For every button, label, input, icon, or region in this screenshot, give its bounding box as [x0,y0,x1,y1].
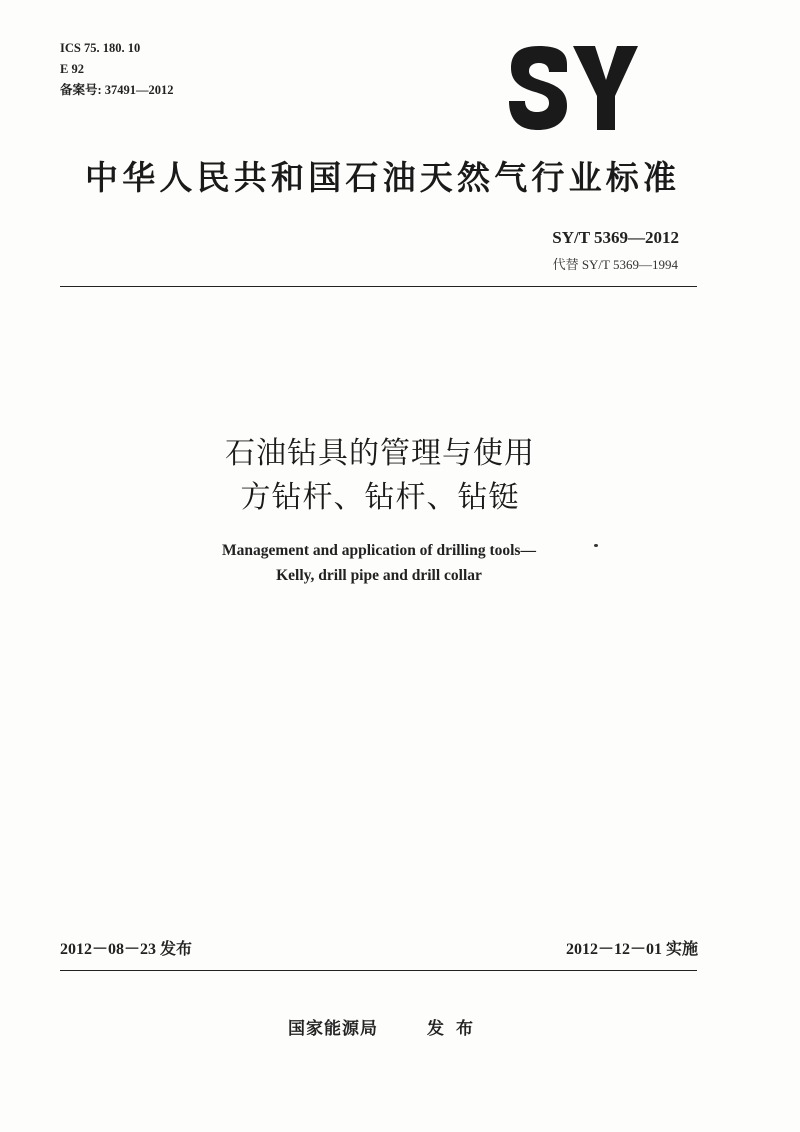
title-chinese-line2: 方钻杆、钻杆、钻铤 [240,480,520,515]
record-number: 备案号: 37491—2012 [60,83,174,97]
title-english-line1: Management and application of drilling tools— [222,542,536,559]
footer-divider [60,970,697,971]
sy-logo [503,40,638,136]
issue-date: 2012－08－23 发布 [60,941,193,958]
title-chinese-line1: 石油钻具的管理与使用 [225,436,535,471]
implementation-date: 2012－12－01 实施 [565,941,698,958]
title-english-line2: Kelly, drill pipe and drill collar [276,567,482,584]
ics-code: ICS 75. 180. 10 [60,41,141,55]
replaces-standard: 代替 SY/T 5369—1994 [552,257,678,272]
publisher-name: 国家能源局 [288,1019,378,1039]
header-divider [60,286,697,287]
standard-number: SY/T 5369—2012 [552,228,679,247]
publish-label: 发布 [427,1019,485,1039]
category-code: E 92 [60,62,84,76]
organization-title: 中华人民共和国石油天然气行业标准 [85,158,681,197]
classification-block [60,38,174,101]
scan-speck [594,544,598,547]
